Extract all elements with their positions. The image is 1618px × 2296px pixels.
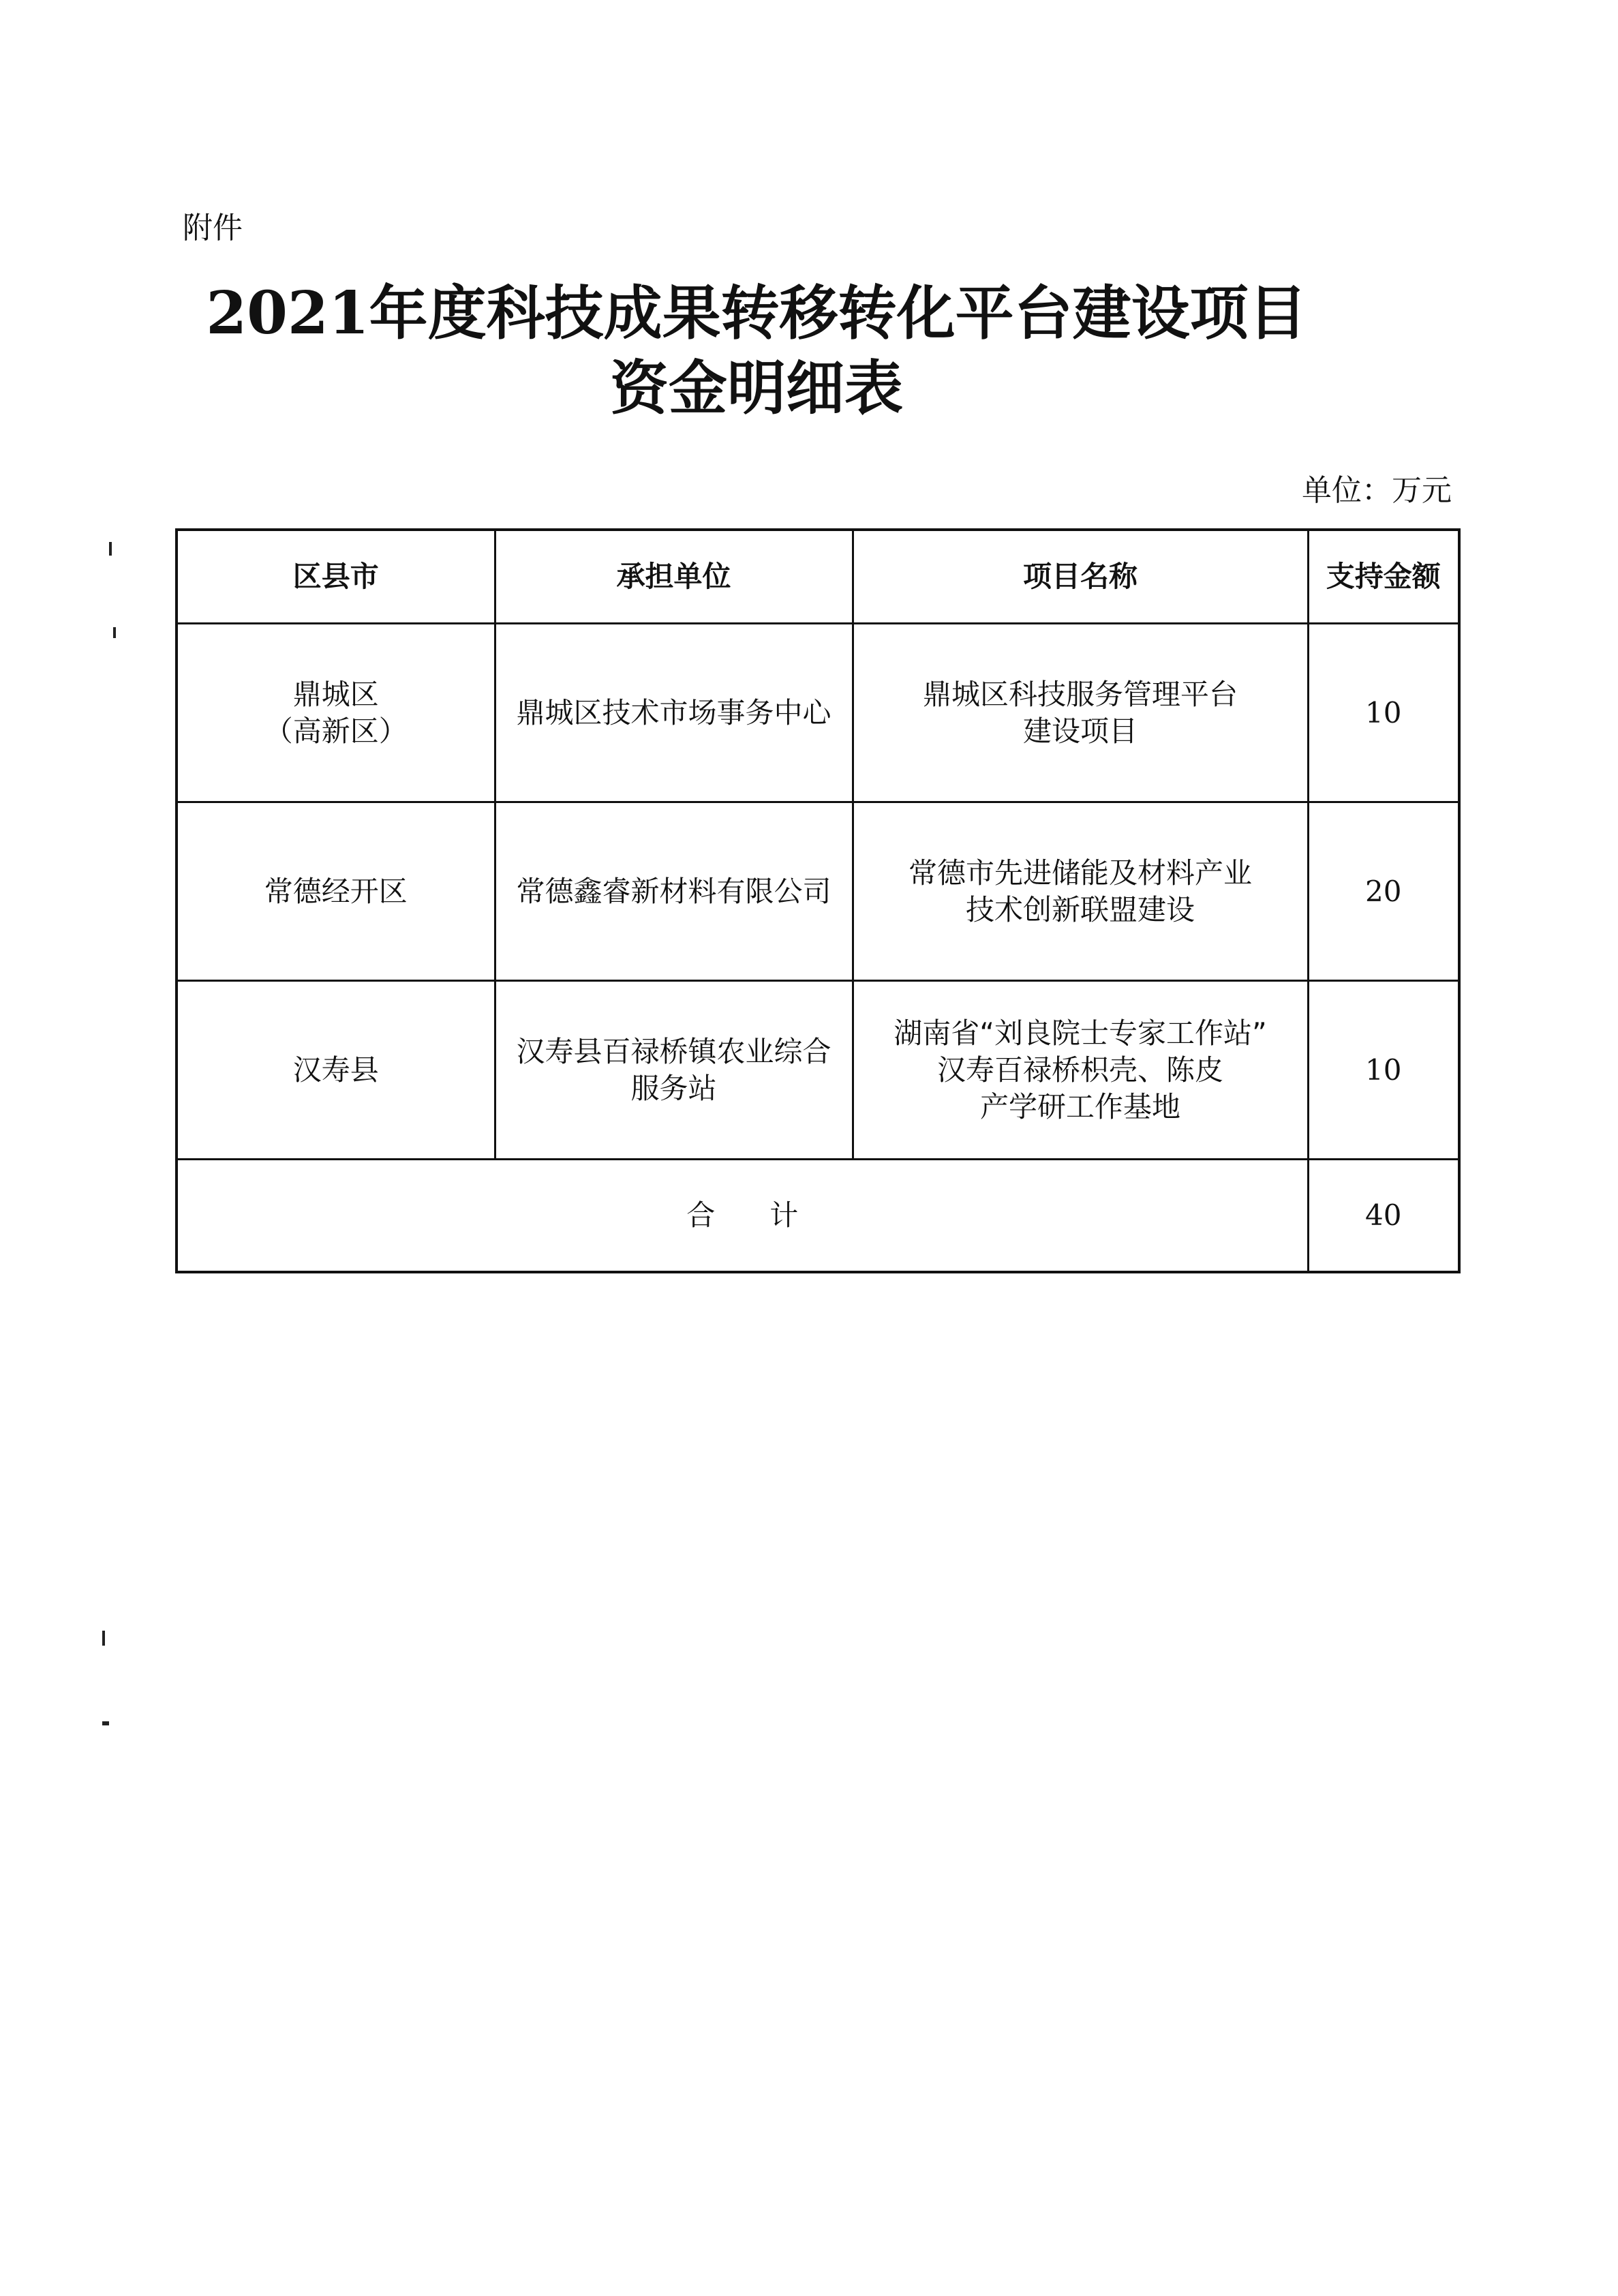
unit-text: 服务站	[630, 1071, 717, 1105]
total-label	[177, 1160, 1308, 1273]
unit-text: 汉寿县百禄桥镇农业综合	[516, 1034, 831, 1068]
project-text: 鼎城区科技服务管理平台	[922, 677, 1238, 711]
page-title-line-1: 2021年度科技成果转移转化平台建设项目	[206, 279, 1307, 348]
district-cell	[177, 981, 495, 1160]
total-label-text: 合计	[686, 1198, 853, 1232]
district-text: 鼎城区	[292, 677, 379, 711]
scan-mark	[113, 627, 116, 638]
project-text: 技术创新联盟建设	[965, 892, 1195, 926]
unit-cell	[495, 624, 853, 802]
scan-mark	[102, 1721, 109, 1725]
amount-cell: 20	[1308, 802, 1459, 981]
attachment-label: 附件	[183, 211, 243, 245]
header-district: 区县市	[177, 530, 495, 624]
district-cell	[177, 624, 495, 802]
district-text: 汉寿县	[292, 1053, 379, 1087]
unit-text: 常德鑫睿新材料有限公司	[516, 874, 831, 908]
project-text: 建设项目	[1022, 714, 1138, 748]
table-row	[177, 981, 1459, 1160]
unit-cell	[495, 802, 853, 981]
header-project: 项目名称	[853, 530, 1308, 624]
header-unit: 承担单位	[495, 530, 853, 624]
page-title-line-2: 资金明细表	[610, 354, 903, 423]
scan-mark	[102, 1631, 105, 1646]
district-text: （高新区）	[264, 714, 408, 748]
amount-cell: 10	[1308, 981, 1459, 1160]
project-text: 常德市先进储能及材料产业	[908, 856, 1252, 890]
unit-cell	[495, 981, 853, 1160]
total-row	[177, 1160, 1459, 1273]
table-header-row	[177, 530, 1459, 624]
project-cell	[853, 981, 1308, 1160]
district-text: 常德经开区	[264, 874, 408, 908]
district-cell	[177, 802, 495, 981]
scan-mark	[109, 542, 112, 556]
project-cell	[853, 624, 1308, 802]
table-row	[177, 624, 1459, 802]
unit-text: 鼎城区技术市场事务中心	[516, 695, 831, 729]
project-text: 湖南省“刘良院士专家工作站”	[894, 1016, 1267, 1050]
project-cell	[853, 802, 1308, 981]
amount-cell: 10	[1308, 624, 1459, 802]
project-text: 产学研工作基地	[979, 1089, 1180, 1123]
funding-table	[175, 528, 1461, 1273]
total-value: 40	[1308, 1160, 1459, 1273]
header-amount: 支持金额	[1308, 530, 1459, 624]
project-text: 汉寿百禄桥枳壳、陈皮	[936, 1053, 1223, 1087]
table-row	[177, 802, 1459, 981]
unit-label: 单位：万元	[1302, 473, 1452, 508]
